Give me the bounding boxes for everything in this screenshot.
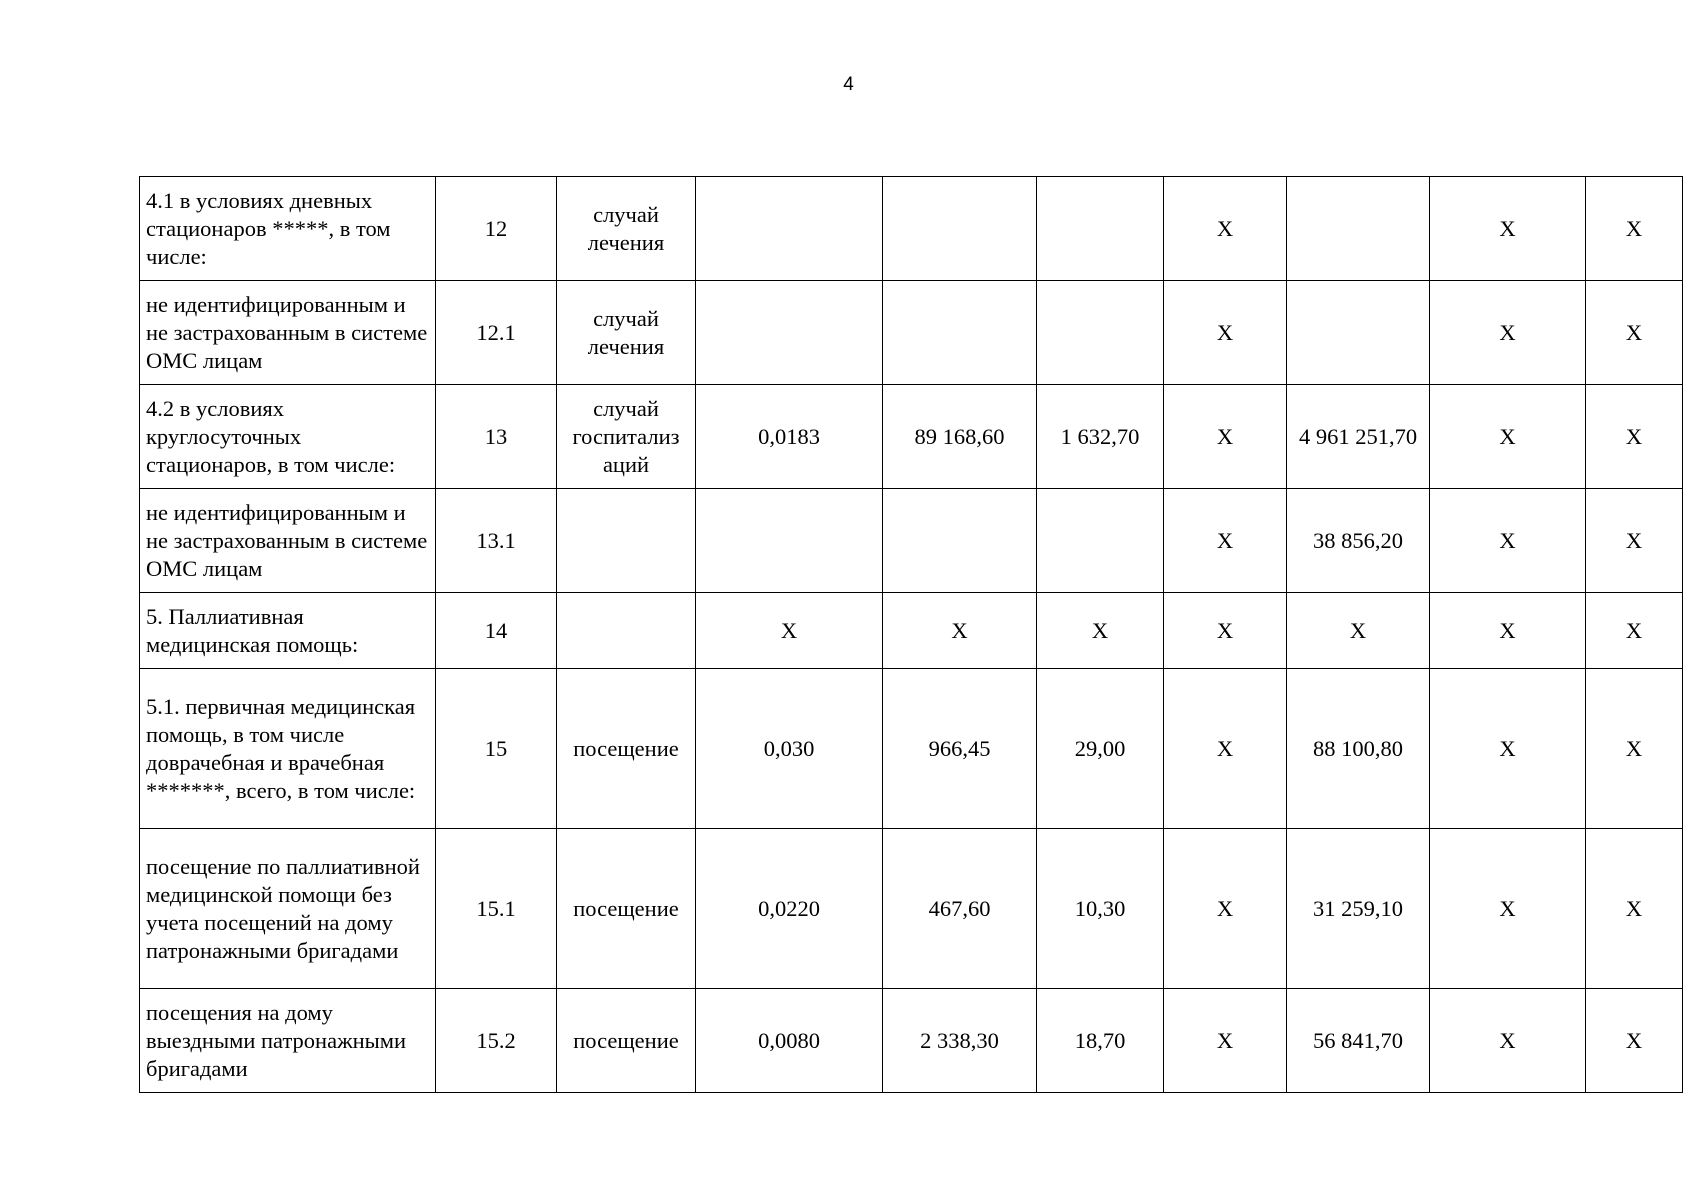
table-row <box>140 829 1683 989</box>
row-name: 4.2 в условиях круглосуточных стационаров, в том числе: <box>140 385 436 489</box>
cell-col6: 10,30 <box>1037 829 1164 989</box>
cell-col10: Х <box>1586 593 1683 669</box>
cell-col5: 89 168,60 <box>883 385 1037 489</box>
cell-col8: Х <box>1287 593 1430 669</box>
row-unit: случай лечения <box>557 177 696 281</box>
row-code: 14 <box>436 593 557 669</box>
cell-col4: 0,030 <box>696 669 883 829</box>
cell-col7: Х <box>1164 177 1287 281</box>
cell-col9: Х <box>1430 281 1586 385</box>
cell-col9: Х <box>1430 385 1586 489</box>
cell-col8: 88 100,80 <box>1287 669 1430 829</box>
table-row <box>140 669 1683 829</box>
row-unit: посещение <box>557 669 696 829</box>
cell-col9: Х <box>1430 177 1586 281</box>
cell-col10: Х <box>1586 489 1683 593</box>
cell-col6: 1 632,70 <box>1037 385 1164 489</box>
row-code: 13.1 <box>436 489 557 593</box>
cell-col5: 467,60 <box>883 829 1037 989</box>
row-unit <box>557 489 696 593</box>
row-unit: случай лечения <box>557 281 696 385</box>
cell-col7: Х <box>1164 989 1287 1093</box>
table-row <box>140 281 1683 385</box>
row-name: посещения на дому выездными патронажными бригадами <box>140 989 436 1093</box>
row-code: 12 <box>436 177 557 281</box>
row-name: 4.1 в условиях дневных стационаров *****, в том числе: <box>140 177 436 281</box>
cell-col4 <box>696 281 883 385</box>
row-unit <box>557 593 696 669</box>
row-code: 13 <box>436 385 557 489</box>
table-row <box>140 385 1683 489</box>
row-code: 12.1 <box>436 281 557 385</box>
cell-col8 <box>1287 177 1430 281</box>
table-row <box>140 593 1683 669</box>
row-code: 15 <box>436 669 557 829</box>
cell-col10: Х <box>1586 385 1683 489</box>
cell-col5 <box>883 177 1037 281</box>
row-name: не идентифицированным и не застрахованным в системе ОМС лицам <box>140 281 436 385</box>
row-name: 5.1. первичная медицинская помощь, в том числе доврачебная и врачебная *******, всего, в том числе: <box>140 669 436 829</box>
cell-col10: Х <box>1586 989 1683 1093</box>
cell-col9: Х <box>1430 593 1586 669</box>
cell-col10: Х <box>1586 281 1683 385</box>
cell-col5: Х <box>883 593 1037 669</box>
cell-col7: Х <box>1164 281 1287 385</box>
cell-col6: Х <box>1037 593 1164 669</box>
cell-col6: 18,70 <box>1037 989 1164 1093</box>
cell-col4: 0,0220 <box>696 829 883 989</box>
cell-col5 <box>883 281 1037 385</box>
row-name: не идентифицированным и не застрахованным в системе ОМС лицам <box>140 489 436 593</box>
cell-col4 <box>696 489 883 593</box>
cell-col7: Х <box>1164 489 1287 593</box>
cell-col9: Х <box>1430 829 1586 989</box>
cell-col8 <box>1287 281 1430 385</box>
row-unit: посещение <box>557 829 696 989</box>
cell-col8: 4 961 251,70 <box>1287 385 1430 489</box>
cell-col7: Х <box>1164 669 1287 829</box>
page-number: 4 <box>843 74 854 95</box>
row-unit: случай госпитализ аций <box>557 385 696 489</box>
cell-col6 <box>1037 489 1164 593</box>
cell-col7: Х <box>1164 593 1287 669</box>
row-code: 15.1 <box>436 829 557 989</box>
cell-col10: Х <box>1586 829 1683 989</box>
cell-col4: 0,0183 <box>696 385 883 489</box>
cell-col8: 31 259,10 <box>1287 829 1430 989</box>
cell-col4 <box>696 177 883 281</box>
row-name: посещение по паллиативной медицинской помощи без учета посещений на дому патронажными бригадами <box>140 829 436 989</box>
cell-col4: 0,0080 <box>696 989 883 1093</box>
cell-col6: 29,00 <box>1037 669 1164 829</box>
cell-col10: Х <box>1586 669 1683 829</box>
row-unit: посещение <box>557 989 696 1093</box>
cell-col9: Х <box>1430 669 1586 829</box>
table-row <box>140 989 1683 1093</box>
row-code: 15.2 <box>436 989 557 1093</box>
cell-col6 <box>1037 281 1164 385</box>
cell-col7: Х <box>1164 385 1287 489</box>
table-row <box>140 177 1683 281</box>
table-row <box>140 489 1683 593</box>
row-name: 5. Паллиативная медицинская помощь: <box>140 593 436 669</box>
cell-col5: 2 338,30 <box>883 989 1037 1093</box>
cell-col7: Х <box>1164 829 1287 989</box>
cell-col8: 56 841,70 <box>1287 989 1430 1093</box>
cell-col8: 38 856,20 <box>1287 489 1430 593</box>
cell-col9: Х <box>1430 489 1586 593</box>
cell-col5 <box>883 489 1037 593</box>
cell-col4: Х <box>696 593 883 669</box>
cell-col10: Х <box>1586 177 1683 281</box>
cell-col6 <box>1037 177 1164 281</box>
cell-col9: Х <box>1430 989 1586 1093</box>
data-table <box>139 176 1683 1093</box>
cell-col5: 966,45 <box>883 669 1037 829</box>
